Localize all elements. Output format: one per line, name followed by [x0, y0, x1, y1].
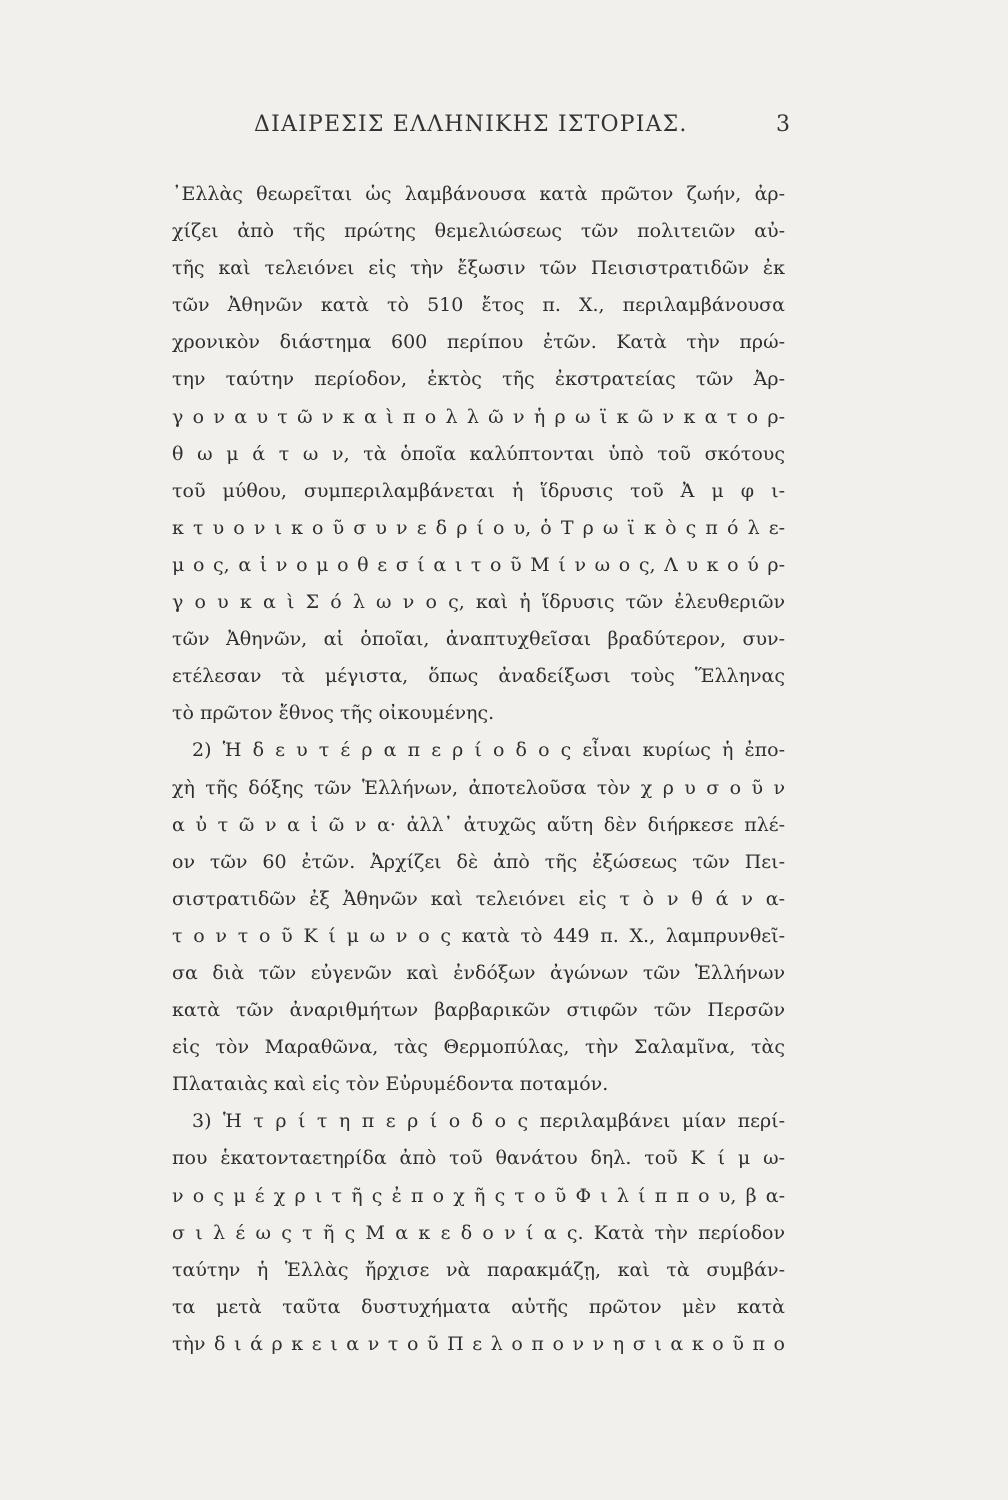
text-line: τῶν Ἀθηνῶν, αἱ ὁποῖαι, ἀναπτυχθεῖσαι βραδύτερον, συν-	[172, 628, 785, 651]
text-line: ᾿Ελλὰς θεωρεῖται ὡς λαμβάνουσα κατὰ πρῶτον ζωήν, ἀρ-	[172, 183, 785, 205]
text-line: Πλαταιὰς καὶ εἰς τὸν Εὐρυμέδοντα ποταμόν.	[172, 1073, 609, 1096]
body-text	[172, 176, 785, 1363]
text-line: ετέλεσαν τὰ μέγιστα, ὅπως ἀναδείξωσι τοὺς Ἕλληνας	[172, 665, 785, 688]
page-number: 3	[776, 112, 790, 137]
text-line: 2) Ἡ δ ε υ τ έ ρ α π ε ρ ί ο δ ο ς εἶναι κυρίως ἡ ἐπο-	[192, 739, 785, 762]
text-line: γ ο υ κ α ὶ Σ ό λ ω ν ο ς, καὶ ἡ ἵδρυσις τῶν ἐλευθεριῶν	[172, 591, 785, 614]
text-line: σα διὰ τῶν εὐγενῶν καὶ ἐνδόξων ἀγώνων τῶν Ἑλλήνων	[172, 961, 785, 984]
text-line: την ταύτην περίοδον, ἐκτὸς τῆς ἐκστρατείας τῶν Ἀρ-	[172, 368, 785, 391]
text-line: τοῦ μύθου, συμπεριλαμβάνεται ἡ ἵδρυσις τοῦ Ἀ μ φ ι-	[172, 479, 785, 502]
text-line: γ ο ν α υ τ ῶ ν κ α ὶ π ο λ λ ῶ ν ἡ ρ ω ϊ κ ῶ ν κ α τ ο ρ-	[172, 405, 785, 428]
text-line: θ ω μ ά τ ω ν, τὰ ὁποῖα καλύπτονται ὑπὸ τοῦ σκότους	[172, 442, 785, 465]
text-line: ταύτην ἡ Ἑλλὰς ἤρχισε νὰ παρακμάζῃ, καὶ τὰ συμβάν-	[172, 1258, 785, 1281]
text-line: σιστρατιδῶν ἐξ Ἀθηνῶν καὶ τελειόνει εἰς τ ὸ ν θ ά ν α-	[172, 887, 785, 910]
running-head	[150, 112, 790, 146]
text-line: τ ο ν τ ο ῦ Κ ί μ ω ν ο ς κατὰ τὸ 449 π. Χ., λαμπρυνθεῖ-	[172, 924, 785, 947]
text-line: κ τ υ ο ν ι κ ο ῦ σ υ ν ε δ ρ ί ο υ, ὁ Τ ρ ω ϊ κ ὸ ς π ό λ ε-	[172, 516, 785, 539]
text-line: που ἑκατονταετηρίδα ἀπὸ τοῦ θανάτου δηλ. τοῦ Κ ί μ ω-	[172, 1147, 785, 1170]
text-line: 3) Ἡ τ ρ ί τ η π ε ρ ί ο δ ο ς περιλαμβάνει μίαν περί-	[192, 1110, 785, 1133]
text-line: τῆς καὶ τελειόνει εἰς τὴν ἔξωσιν τῶν Πεισιστρατιδῶν ἐκ	[172, 257, 785, 280]
text-line: κατὰ τῶν ἀναριθμήτων βαρβαρικῶν στιφῶν τῶν Περσῶν	[172, 999, 785, 1022]
text-line: ν ο ς μ έ χ ρ ι τ ῆ ς ἐ π ο χ ῆ ς τ ο ῦ Φ ι λ ί π π ο υ, β α-	[172, 1184, 785, 1207]
running-title: ΔΙΑΙΡΕΣΙΣ ΕΛΛΗΝΙΚΗΣ ΙΣΤΟΡΙΑΣ.	[254, 112, 688, 137]
text-line: χὴ τῆς δόξης τῶν Ἑλλήνων, ἀποτελοῦσα τὸν χ ρ υ σ ο ῦ ν	[172, 776, 785, 799]
text-line: τὴν δ ι ά ρ κ ε ι α ν τ ο ῦ Π ε λ ο π ο ν ν η σ ι α κ ο ῦ π ο	[172, 1332, 785, 1355]
text-line: α ὐ τ ῶ ν α ἰ ῶ ν α· ἀλλ᾿ ἀτυχῶς αὕτη δὲν διήρκεσε πλέ-	[172, 813, 785, 836]
text-line: χίζει ἀπὸ τῆς πρώτης θεμελιώσεως τῶν πολιτειῶν αὐ-	[172, 220, 785, 243]
text-line: χρονικὸν διάστημα 600 περίπου ἐτῶν. Κατὰ τὴν πρώ-	[172, 331, 785, 354]
text-line: μ ο ς, α ἱ ν ο μ ο θ ε σ ί α ι τ ο ῦ Μ ί ν ω ο ς, Λ υ κ ο ύ ρ-	[172, 553, 785, 576]
text-line: τῶν Ἀθηνῶν κατὰ τὸ 510 ἔτος π. Χ., περιλαμβάνουσα	[172, 294, 785, 317]
text-line: ον τῶν 60 ἐτῶν. Ἀρχίζει δὲ ἀπὸ τῆς ἐξώσεως τῶν Πει-	[172, 850, 785, 873]
text-line: τὸ πρῶτον ἔθνος τῆς οἰκουμένης.	[172, 702, 495, 725]
text-line: τα μετὰ ταῦτα δυστυχήματα αὐτῆς πρῶτον μὲν κατὰ	[172, 1295, 785, 1318]
text-line: σ ι λ έ ω ς τ ῆ ς Μ α κ ε δ ο ν ί α ς. Κατὰ τὴν περίοδον	[172, 1221, 785, 1244]
text-line: εἰς τὸν Μαραθῶνα, τὰς Θερμοπύλας, τὴν Σαλαμῖνα, τὰς	[172, 1036, 785, 1059]
